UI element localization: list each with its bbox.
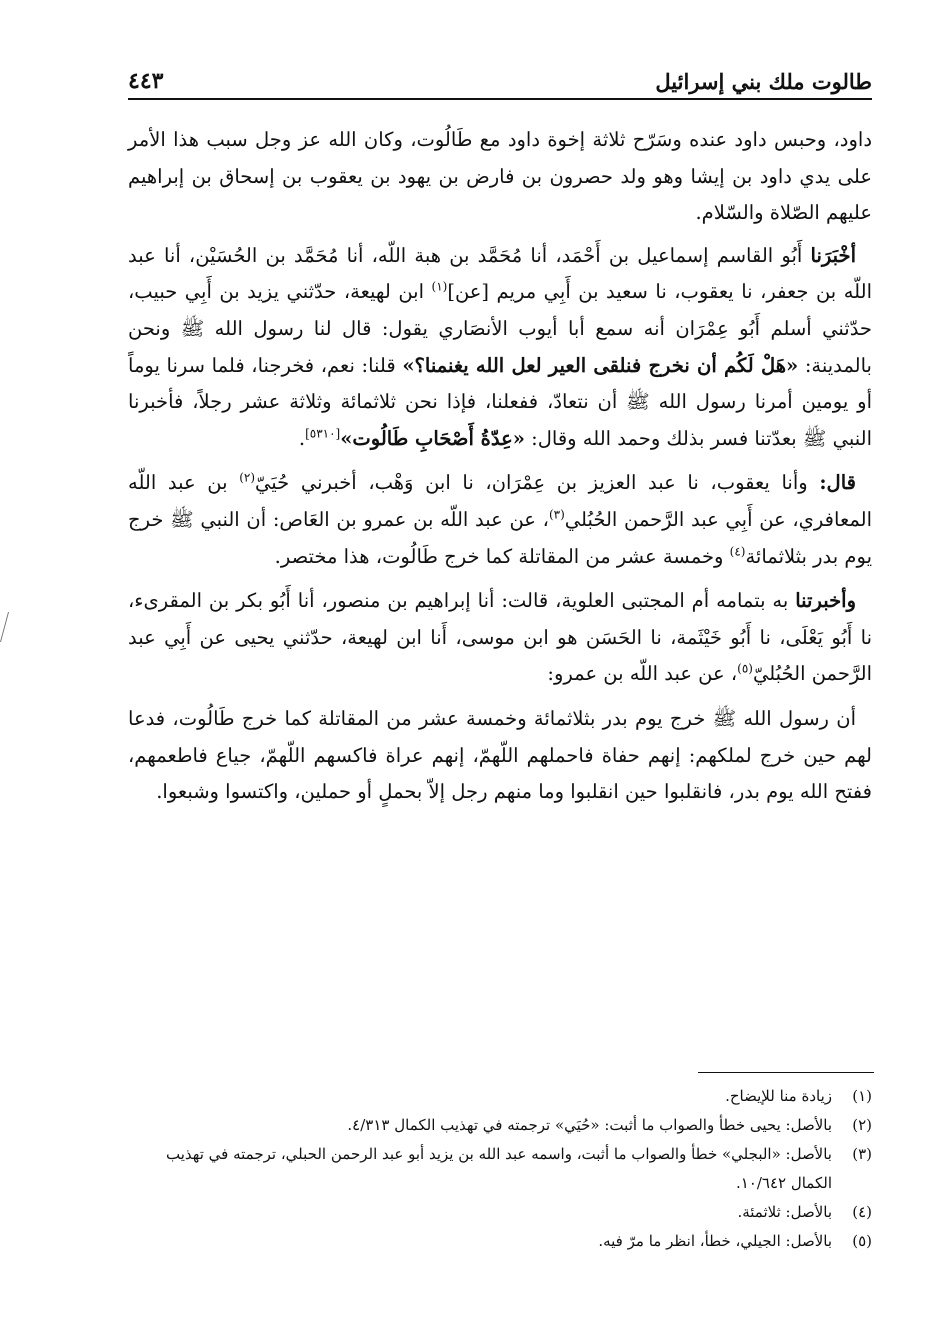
hadith-quote-1: «هَلْ لَكُم أن نخرج فنلقى العير لعل الله يغنمنا؟»	[402, 353, 799, 377]
paragraph-3-lead: قال:	[819, 471, 856, 495]
paragraph-2	[128, 238, 872, 458]
footnote-4	[128, 1198, 872, 1227]
footnote-5	[128, 1227, 872, 1256]
paragraph-4	[128, 583, 872, 693]
paragraph-2-text-a: أَبُو القاسم إسماعيل بن أَحْمَد، أنا مُحَمَّد بن هبة اللّه، أنا مُحَمَّد بن الحُسَيْن، أنا عبد اللّه بن جعفر، نا يعقوب، نا سعيد بن أَبِي مريم [عن]	[128, 243, 872, 304]
paragraph-3-text-c: ، عن عبد اللّه بن عمرو بن العَاص: أن النبي ﷺ خرج يوم بدر بثلاثمائة	[128, 507, 872, 568]
footnote-number: (٣)	[852, 1145, 872, 1163]
paragraph-2-text-c: قلنا: نعم، فخرجنا، فلما سرنا يوماً أو يومين أمرنا رسول الله ﷺ أن نتعادّ، ففعلنا، فإذا نحن ثلاثمائة وثلاثة عشر رجلاً، فأخبرنا النبي ﷺ بعدّتنا فسر بذلك وحمد الله وقال:	[128, 353, 872, 450]
paragraph-4-text-b: ، عن عبد اللّه بن عمرو:	[547, 662, 738, 686]
footnote-text: بالأصل: ثلاثمئة.	[737, 1203, 832, 1221]
footnote-2	[128, 1111, 872, 1140]
footnote-number: (١)	[852, 1087, 872, 1105]
footnote-number: (٥)	[852, 1232, 872, 1250]
running-header	[128, 58, 872, 100]
footnotes-divider	[698, 1072, 874, 1073]
footnote-text: زيادة منا للإيضاح.	[725, 1087, 832, 1105]
page-number: ٤٤٣	[128, 68, 164, 94]
footnote-3	[128, 1140, 872, 1198]
scan-margin-mark	[0, 612, 17, 642]
paragraph-4-text-a: به بتمامه أم المجتبى العلوية، قالت: أنا إبراهيم بن منصور، أنا أَبُو بكر بن المقرىء، نا أَبُو يَعْلَى، نا أَبُو خَيْثَمة، نا الحَسَن هو ابن موسى، أَنا ابن لهيعة، حدّثني يحيى عن أَبِي عبد الرَّحمن الحُبُليّ	[128, 589, 872, 686]
hadith-quote-2: «عِدّةُ أَصْحَابِ طَالُوت»	[340, 426, 525, 450]
paragraph-3-text-a: وأنا يعقوب، نا عبد العزيز بن عِمْرَان، نا ابن وَهْب، أخبرني حُيَيّ	[255, 471, 820, 495]
paragraph-3	[128, 465, 872, 575]
footnote-ref-3: (٣)	[548, 507, 565, 522]
paragraph-5: أن رسول الله ﷺ خرج يوم بدر بثلاثمائة وخمسة عشر من المقاتلة كما خرج طَالُوت، فدعا لهم حين خرج لملكهم: إنهم حفاة فاحملهم اللّهمّ، إنهم عراة فاكسهم اللّهمّ، جياع فاطعمهم، ففتح الله يوم بدر، فانقلبوا حين انقلبوا وما منهم رجل إلاّ بحملٍ أو حملين، واكتسوا وشبعوا.	[128, 706, 872, 804]
footnote-number: (٤)	[852, 1203, 872, 1221]
running-title: طالوت ملك بني إسرائيل	[655, 69, 872, 94]
footnote-ref-2: (٢)	[239, 470, 256, 485]
footnote-ref-5: (٥)	[737, 661, 753, 676]
paragraph-2-text-b: ابن لهيعة، حدّثني يزيد بن أَبِي حبيب، حدّثني أسلم أَبُو عِمْرَان أنه سمع أبا أيوب الأنصَاري يقول: قال لنا رسول الله ﷺ ونحن بالمدينة:	[128, 280, 872, 377]
footnote-ref-4: (٤)	[729, 544, 746, 559]
footnote-text: بالأصل: «البجلي» خطأ والصواب ما أثبت، واسمه عبد الله بن يزيد أبو عبد الرحمن الحبلي، ترجمته في تهذيب الكمال ١٠/٦٤٢.	[166, 1145, 832, 1192]
paragraph-3-text-b: بن عبد اللّه المعافري، عن أَبِي عبد الرَّحمن الحُبُلي	[128, 471, 872, 531]
paragraph-4-lead: وأخبرتنا	[795, 589, 856, 613]
hadith-number: [٥٣١٠]	[305, 426, 341, 441]
paragraph-3-text-d: وخمسة عشر من المقاتلة كما خرج طَالُوت، هذا مختصر.	[274, 544, 730, 568]
paragraph-2-lead: أخْبَرَنا	[810, 243, 856, 267]
footnotes	[128, 1082, 872, 1256]
footnote-number: (٢)	[852, 1116, 872, 1134]
footnote-1	[128, 1082, 872, 1111]
footnote-ref-1: (١)	[431, 279, 448, 294]
paragraph-2-text-d: .	[298, 426, 306, 450]
footnote-text: بالأصل: الجيلي، خطأ، انظر ما مرّ فيه.	[598, 1232, 832, 1250]
main-text	[128, 122, 872, 819]
paragraph-1: داود، وحبس داود عنده وسَرّح ثلاثة إخوة داود مع طَالُوت، وكان الله عز وجل سبب هذا الأمر على يدي داود بن إيشا وهو ولد حصرون بن فارض بن يهود بن يعقوب بن إسحاق بن إبراهيم عليهم الصّلاة والسّلام.	[128, 128, 872, 225]
footnote-text: بالأصل: يحيى خطأ والصواب ما أثبت: «حُيَي» ترجمته في تهذيب الكمال ٤/٣١٣.	[347, 1116, 832, 1134]
